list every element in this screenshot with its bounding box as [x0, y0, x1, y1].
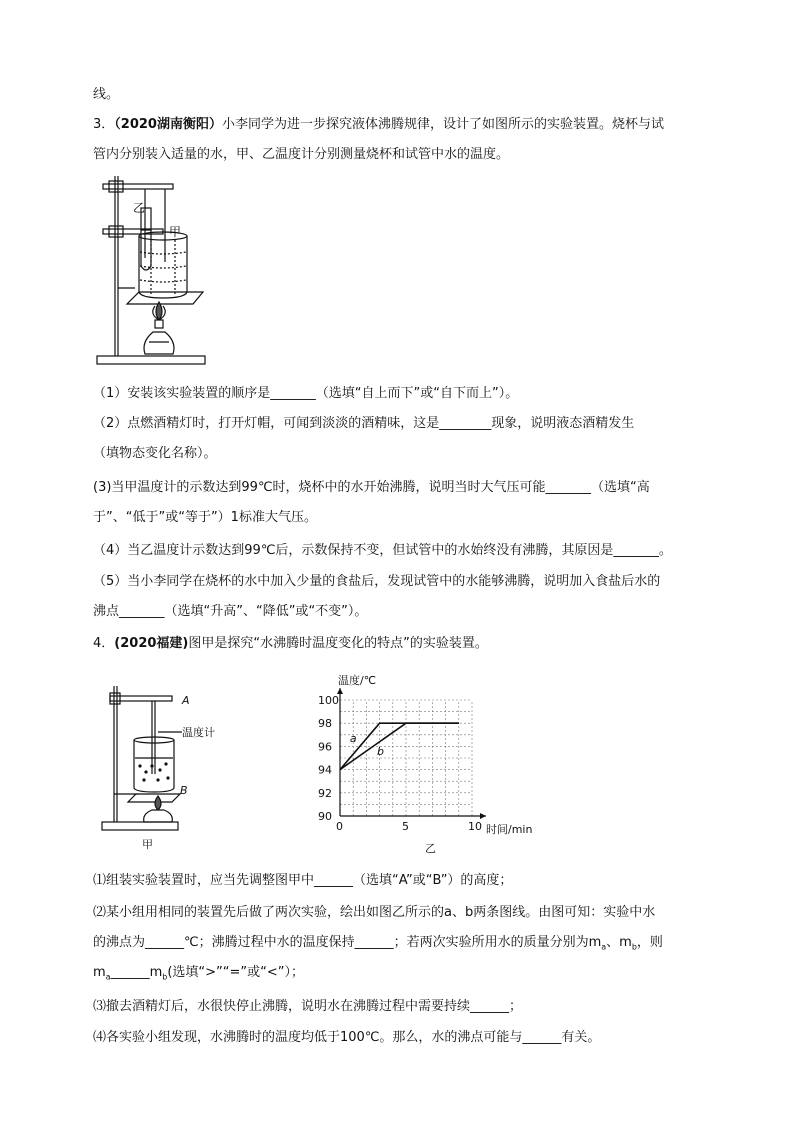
y-tick-label: 94 [318, 763, 332, 777]
q3-apparatus-figure [93, 170, 211, 370]
q4-sub-2a: ⑵某小组用相同的装置先后做了两次实验，绘出如图乙所示的a、b两条图线。由图可知：实验中水 [93, 905, 656, 920]
q3-number: 3． [93, 117, 115, 132]
q3-sub-1: （1）安装该实验装置的顺序是_______（选填“自上而下”或“自下而上”）。 [93, 386, 519, 401]
chart-x-axis-label: 时间/min [486, 823, 533, 836]
q4-sub-2c-text: $m_a\_\_\_\_\_\_m$ [93, 965, 163, 982]
q4-number: 4． [93, 636, 115, 651]
q4-sub-2c: $m_a\_\_\_\_\_\_m_b$(选填“>”“=”或“<”）； [93, 965, 304, 982]
x-tick-label: 5 [402, 820, 409, 833]
y-tick-label: 92 [318, 786, 332, 800]
q4-sub-2c-tail: (选填“>”“=”或“<”）； [167, 965, 304, 980]
q4-sub-1: ⑴组装实验装置时，应当先调整图甲中______（选填“A”或“B”）的高度； [93, 873, 513, 888]
q3-sub-2b: （填物态变化名称）。 [93, 446, 217, 461]
fig-label-yi: 乙 [133, 201, 146, 215]
q4-apparatus-figure [100, 680, 270, 852]
q3-stem-line-1 [93, 116, 664, 134]
q4-sub-3: ⑶撤去酒精灯后，水很快停止沸腾，说明水在沸腾过程中需要持续______； [93, 999, 523, 1014]
chart-y-axis-label: 温度/℃ [338, 674, 377, 687]
q3-sub-2a: （2）点燃酒精灯时，打开灯帽，可闻到淡淡的酒精味，这是________现象，说明液态酒精发生 [93, 416, 635, 431]
series-label-a: a [349, 731, 357, 745]
stand-base [102, 822, 178, 830]
q3-stem-line-2: 管内分别装入适量的水，甲、乙温度计分别测量烧杯和试管中水的温度。 [93, 147, 510, 162]
label-thermometer: 温度计 [182, 726, 215, 739]
q3-sub-4: （4）当乙温度计示数达到99℃后，示数保持不变，但试管中的水始终没有沸腾，其原因是_______。 [93, 543, 672, 558]
alcohol-lamp [144, 332, 174, 354]
q3-sub-3a: (3)当甲温度计的示数达到99℃时，烧杯中的水开始沸腾，说明当时大气压可能_______（选填“高 [93, 480, 650, 495]
x-axis-arrow [480, 813, 486, 819]
x-tick-label: 0 [336, 820, 343, 833]
q4-sub-2b-text: 的沸点为______℃；沸腾过程中水的温度保持______；若两次实验所用水的质量分别为m [93, 935, 602, 950]
q4-sub-2b: 的沸点为______℃；沸腾过程中水的温度保持______；若两次实验所用水的质量分别为$m_a$、$m_b$，则 [93, 935, 663, 952]
label-a: A [182, 694, 190, 707]
fig-label-jia: 甲 [169, 225, 182, 239]
q3-source: （2020湖南衡阳） [114, 117, 222, 132]
y-tick-label: 100 [318, 694, 339, 707]
chart-plot-area [318, 688, 486, 833]
fig-caption-jia: 甲 [142, 838, 153, 851]
q4-sub-4: ⑷各实验小组发现，水沸腾时的温度均低于100℃。那么，水的沸点可能与______有关。 [93, 1030, 601, 1045]
q3-sub-5b: 沸点_______（选填“升高”、“降低”或“不变”）。 [93, 604, 368, 619]
label-b: B [180, 784, 188, 797]
prev-question-tail: 线。 [93, 87, 120, 102]
q3-sub-5a: （5）当小李同学在烧杯的水中加入少量的食盐后，发现试管中的水能够沸腾，说明加入食盐后水的 [93, 574, 661, 589]
x-tick-label: 10 [468, 820, 482, 833]
y-tick-label: 96 [318, 740, 332, 754]
beaker [139, 236, 187, 298]
q4-stem: 图甲是探究“水沸腾时温度变化的特点”的实验装置。 [188, 636, 488, 651]
y-tick-label: 90 [318, 810, 332, 823]
q3-stem-1: 小李同学为进一步探究液体沸腾规律，设计了如图所示的实验装置。烧杯与试 [221, 117, 664, 132]
fig-caption-yi: 乙 [425, 842, 436, 855]
stand-base [97, 356, 205, 364]
q4-stem-line [93, 635, 488, 653]
series-label-b: b [376, 745, 384, 759]
q4-source: (2020福建) [114, 636, 189, 651]
alcohol-lamp [144, 810, 173, 822]
q3-sub-3b: 于”、“低于”或“等于”）1标准大气压。 [93, 510, 317, 525]
q4-temperature-chart [300, 668, 560, 858]
y-tick-label: 98 [318, 717, 332, 731]
wire-gauze [128, 794, 180, 802]
